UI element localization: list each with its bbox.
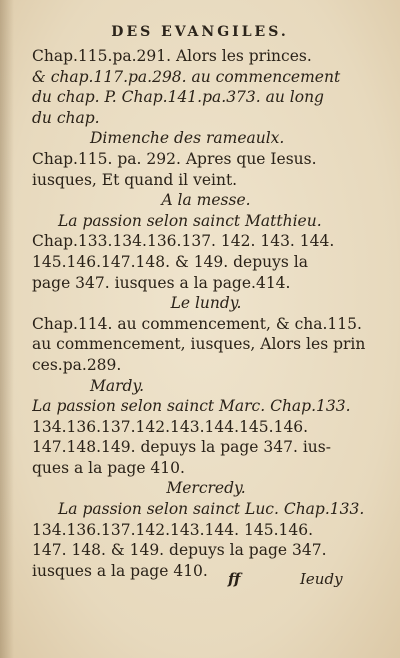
text-line: du chap. [32, 108, 100, 127]
text-line: Chap.133.134.136.137. 142. 143. 144. [32, 232, 335, 251]
text-line: page 347. iusques a la page.414. [32, 273, 291, 292]
text-line: & chap.117.pa.298. au commencement [32, 67, 341, 86]
text-line: au commencement, iusques, Alors les prin [32, 335, 366, 354]
text-line: Dimenche des rameaulx. [90, 129, 285, 148]
text-line: ces.pa.289. [32, 355, 122, 374]
text-line: 134.136.137.142.143.144.145.146. [32, 417, 309, 436]
signature-mark: ff [228, 570, 241, 588]
text-line: La passion selon sainct Marc. Chap.133. [32, 397, 351, 416]
text-line: iusques, Et quand il veint. [32, 170, 238, 189]
text-line: La passion selon sainct Luc. Chap.133. [58, 500, 365, 519]
gutter-shadow [0, 0, 14, 658]
text-line: Chap.115.pa.291. Alors les princes. [32, 47, 312, 65]
running-header: DES EVANGILES. [111, 24, 289, 40]
text-line: Chap.114. au commencement, & cha.115. [32, 314, 362, 333]
text-line: ques a la page 410. [32, 458, 185, 477]
text-line: du chap. P. Chap.141.pa.373. au long [32, 88, 324, 107]
text-line: 147. 148. & 149. depuys la page 347. [32, 541, 327, 560]
page-footer [0, 570, 400, 594]
text-line: 134.136.137.142.143.144. 145.146. [32, 520, 314, 539]
text-line: Mardy. [90, 376, 145, 395]
text-line: La passion selon sainct Matthieu. [58, 211, 322, 230]
text-block [32, 46, 380, 581]
text-line: Mercredy. [166, 479, 246, 498]
text-line: A la messe. [161, 191, 251, 210]
text-line: iusques a la page 410. [32, 561, 208, 580]
text-line: 147.148.149. depuys la page 347. ius- [32, 438, 331, 457]
text-line: Chap.115. pa. 292. Apres que Iesus. [32, 149, 317, 168]
text-line: 145.146.147.148. & 149. depuys la [32, 252, 308, 271]
catchword: Ieudy [300, 570, 343, 588]
text-line: Le lundy. [170, 294, 242, 313]
